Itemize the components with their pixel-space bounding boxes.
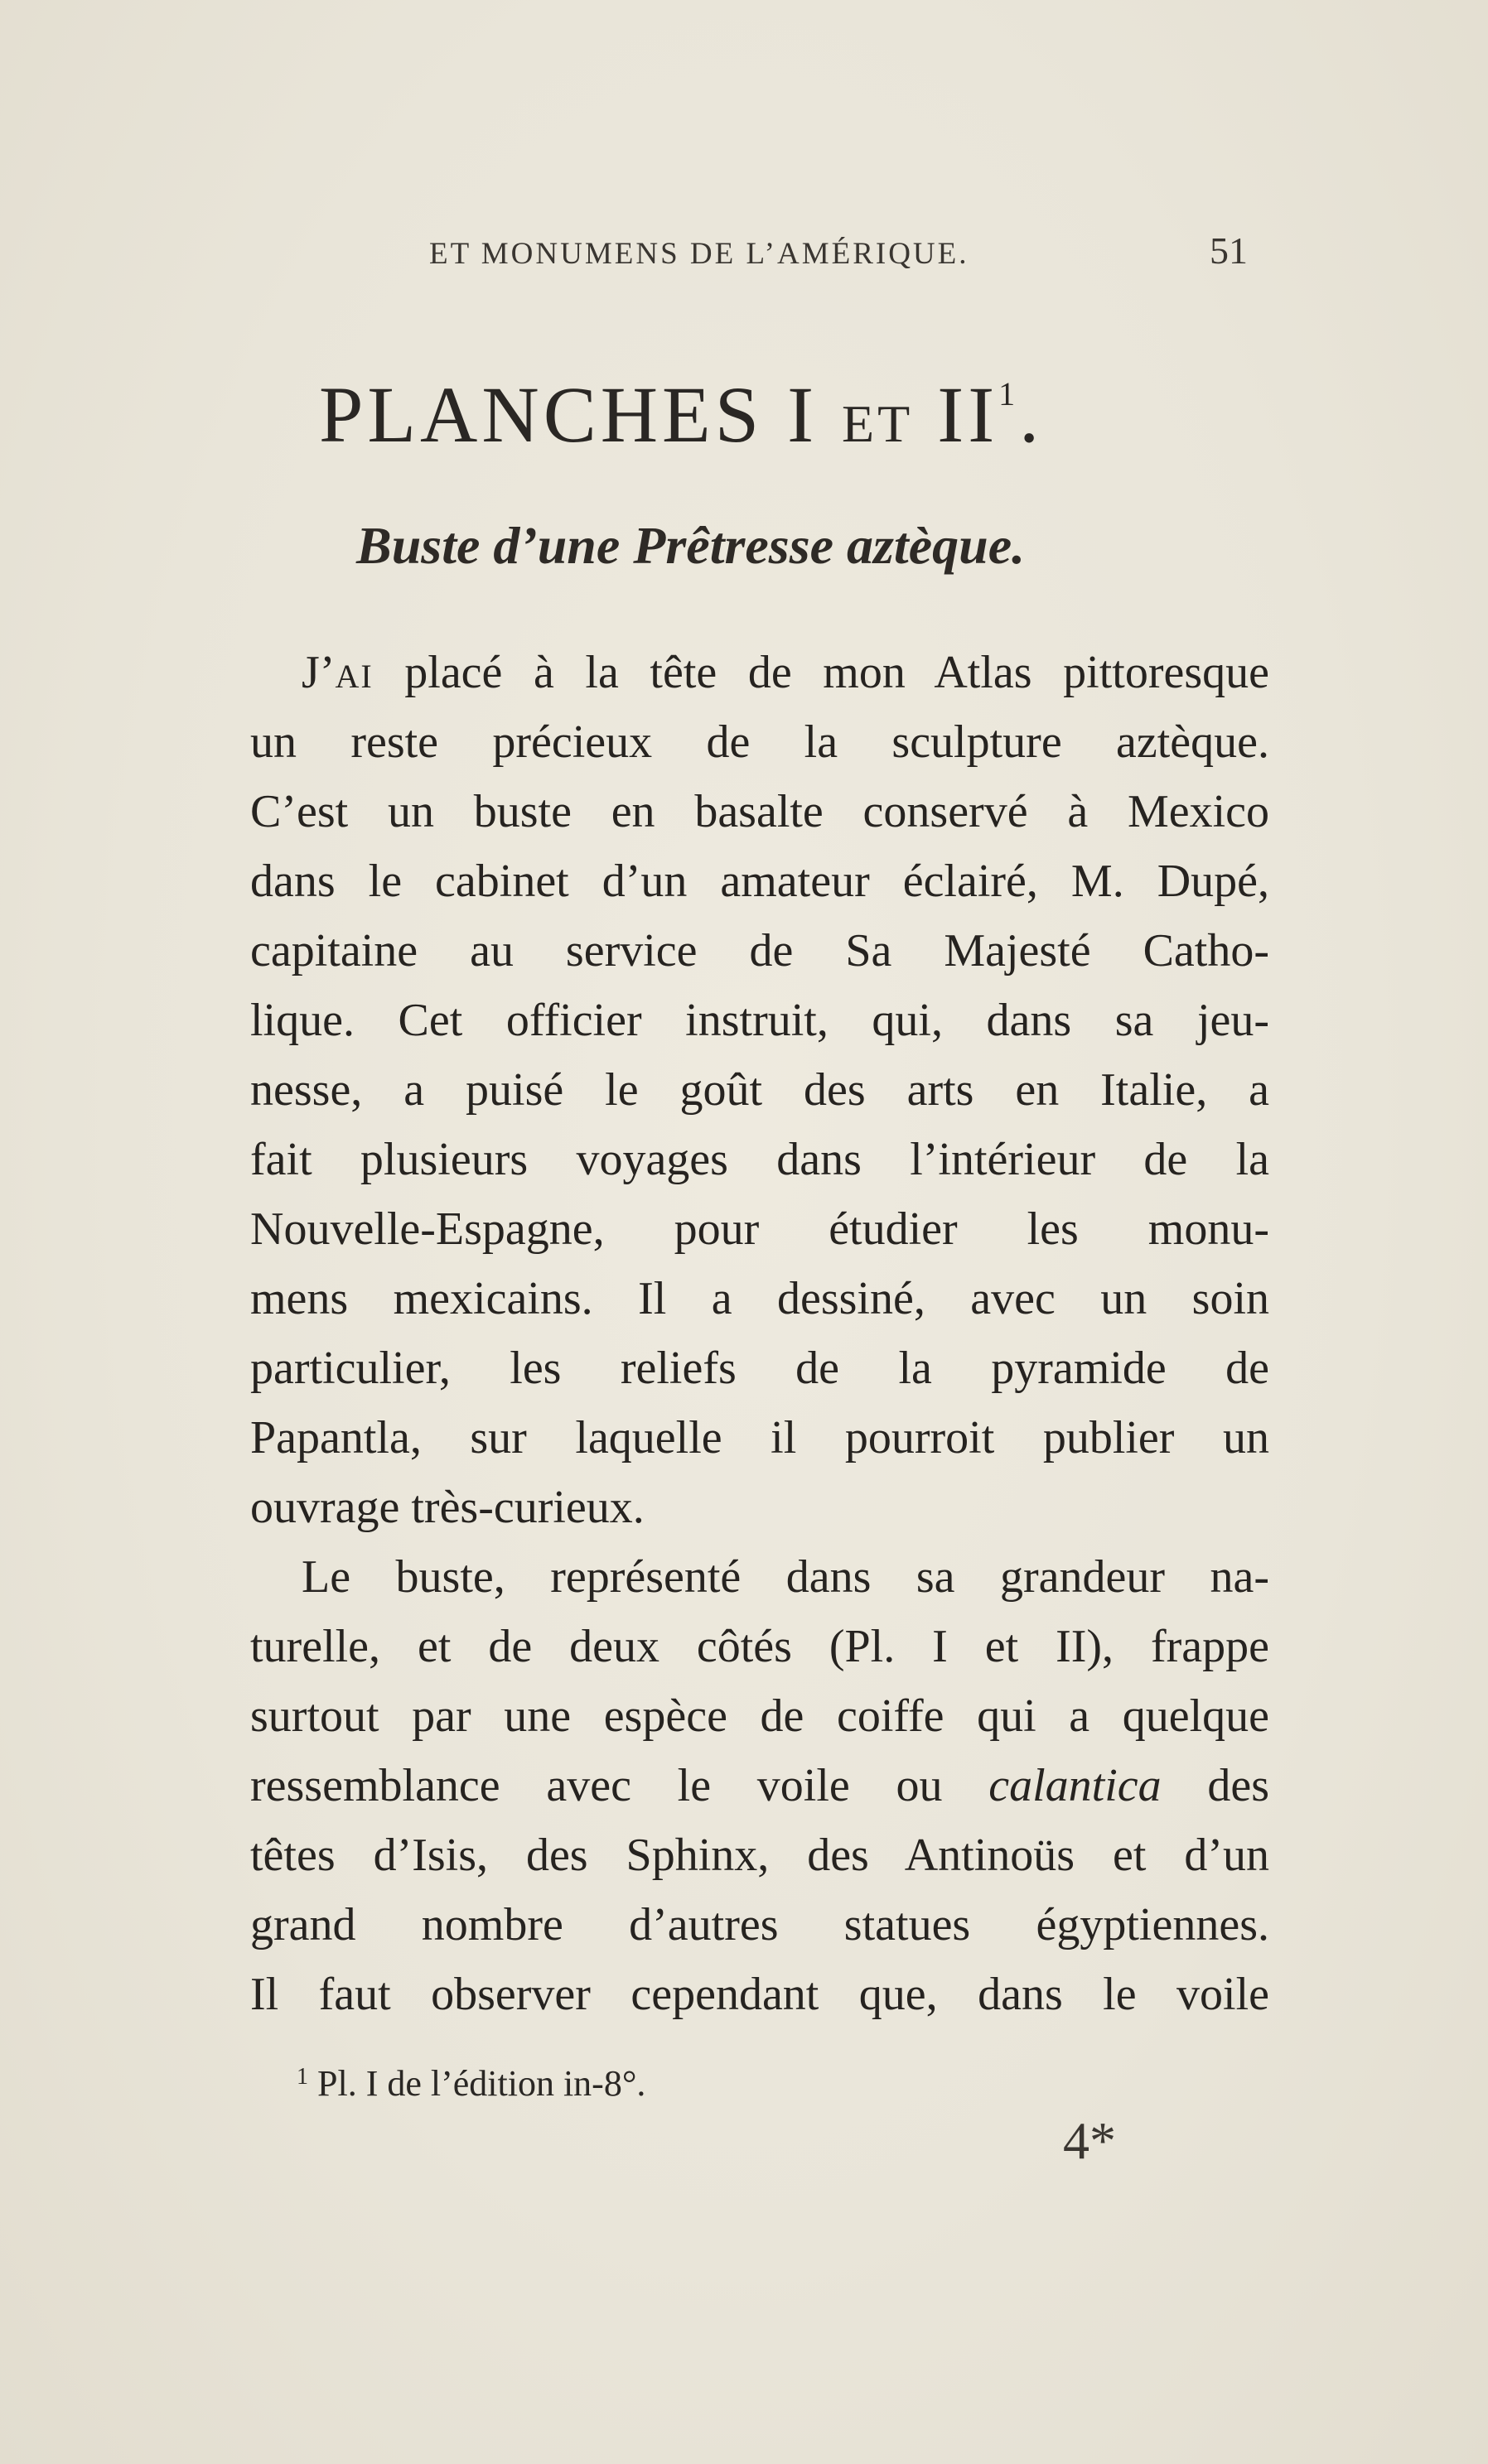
line-part: des	[1161, 1760, 1269, 1811]
heading-note-mark: 1	[998, 375, 1020, 412]
text-line: Nouvelle-Espagne, pour étudier les monu-	[250, 1203, 1269, 1255]
text-line: surtout par une espèce de coiffe qui a quelque	[250, 1690, 1269, 1742]
text-line: nesse, a puisé le goût des arts en Italie, a	[250, 1064, 1269, 1116]
signature-mark: 4*	[1063, 2111, 1116, 2170]
plate-subtitle: Buste d’une Prêtresse aztèque.	[356, 516, 1026, 575]
text-line: mens mexicains. Il a dessiné, avec un soin	[250, 1273, 1269, 1324]
text-line: ouvrage très-curieux.	[250, 1482, 645, 1533]
smallcaps-text: AI	[335, 658, 374, 695]
page-number: 51	[1210, 229, 1248, 272]
text-line: particulier, les reliefs de la pyramide de	[250, 1343, 1269, 1394]
text-line: têtes d’Isis, des Sphinx, des Antinoüs et d’un	[250, 1830, 1269, 1881]
plate-heading	[319, 369, 1043, 460]
footnote	[297, 2062, 645, 2105]
text-line: Il faut observer cependant que, dans le voile	[250, 1969, 1269, 2020]
text-line: grand nombre d’autres statues égyptiennes.	[250, 1899, 1269, 1950]
text-line: C’est un buste en basalte conservé à Mexico	[250, 786, 1269, 837]
running-head: ET MONUMENS DE L’AMÉRIQUE.	[429, 237, 969, 271]
line-part: ressemblance avec le voile ou	[250, 1760, 989, 1811]
text-line	[250, 1751, 1269, 1820]
text-line	[250, 638, 1269, 707]
heading-et: ET	[842, 394, 914, 453]
heading-main: PLANCHES I	[319, 370, 819, 459]
heading-end: .	[1019, 370, 1044, 459]
footnote-mark: 1	[297, 2064, 308, 2090]
body-text	[250, 638, 1269, 2029]
text-line: fait plusieurs voyages dans l’intérieur de la	[250, 1134, 1269, 1185]
line-rest: placé à la tête de mon Atlas pittoresque	[373, 647, 1269, 698]
text-line: turelle, et de deux côtés (Pl. I et II), frappe	[250, 1621, 1269, 1672]
text-line: Le buste, représenté dans sa grandeur na-	[302, 1551, 1269, 1603]
text-line: Papantla, sur laquelle il pourroit publier un	[250, 1412, 1269, 1463]
text-line: lique. Cet officier instruit, qui, dans sa jeu-	[250, 995, 1269, 1046]
initial-text: J’	[302, 647, 336, 698]
footnote-text: Pl. I de l’édition in-8°.	[317, 2063, 646, 2104]
heading-second: II	[937, 370, 999, 459]
text-line: capitaine au service de Sa Majesté Catho-	[250, 925, 1269, 976]
text-line: un reste précieux de la sculpture aztèque.	[250, 716, 1269, 768]
italic-term: calantica	[988, 1760, 1162, 1811]
text-line: dans le cabinet d’un amateur éclairé, M. Dupé,	[250, 856, 1269, 907]
